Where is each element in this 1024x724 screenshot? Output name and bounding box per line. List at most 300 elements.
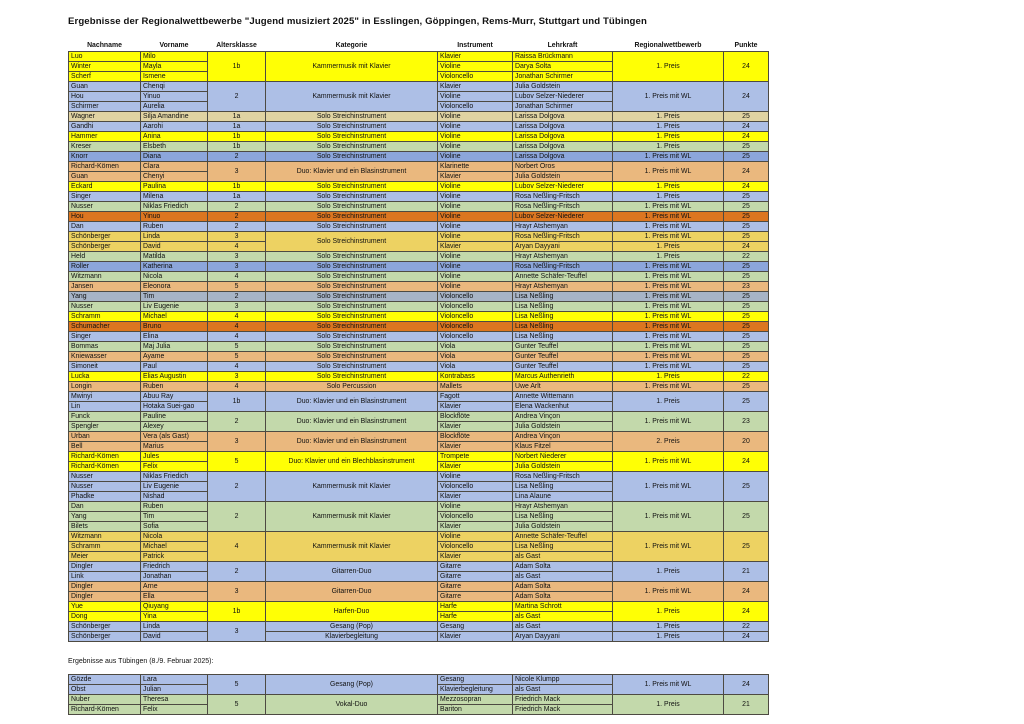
cell-kategorie: Duo: Klavier und ein Blasinstrument [266,392,438,412]
cell-lehrkraft: als Gast [513,612,613,622]
cell-kategorie: Gitarren-Duo [266,582,438,602]
cell-instrument: Violoncello [438,102,513,112]
cell-lehrkraft: Larissa Dolgova [513,132,613,142]
cell-lehrkraft: Aryan Dayyani [513,242,613,252]
cell-vorname: Felix [141,462,208,472]
cell-lehrkraft: Uwe Arlt [513,382,613,392]
cell-punkte: 25 [724,222,769,232]
cell-lehrkraft: Lubov Selzer-Niederer [513,182,613,192]
cell-altersklasse: 4 [208,362,266,372]
cell-kategorie: Solo Streichinstrument [266,272,438,282]
column-header-instrument: Instrument [438,40,513,52]
cell-altersklasse: 2 [208,222,266,232]
cell-vorname: Ruben [141,502,208,512]
cell-nachname: Gözde [69,675,141,685]
cell-nachname: Schönberger [69,632,141,642]
cell-vorname: Ruben [141,222,208,232]
cell-instrument: Klavier [438,522,513,532]
cell-punkte: 24 [724,162,769,182]
cell-preis: 1. Preis mit WL [613,162,724,182]
cell-vorname: Milena [141,192,208,202]
cell-instrument: Violine [438,112,513,122]
cell-vorname: Alexey [141,422,208,432]
cell-nachname: Nusser [69,472,141,482]
cell-lehrkraft: Friedrich Mack [513,695,613,705]
cell-instrument: Violine [438,472,513,482]
table-row [69,122,769,132]
cell-altersklasse: 1b [208,132,266,142]
cell-punkte: 24 [724,632,769,642]
cell-punkte: 24 [724,52,769,82]
cell-altersklasse: 5 [208,695,266,715]
page-title: Ergebnisse der Regionalwettbewerbe "Jugend musiziert 2025" in Esslingen, Göppingen, Rems-Murr, Stuttgart und Tübingen [68,16,647,27]
cell-nachname: Richard-Kömen [69,162,141,172]
cell-preis: 1. Preis [613,372,724,382]
cell-lehrkraft: Gunter Teuffel [513,342,613,352]
cell-instrument: Klavier [438,242,513,252]
cell-preis: 1. Preis mit WL [613,362,724,372]
cell-preis: 1. Preis [613,192,724,202]
cell-punkte: 25 [724,322,769,332]
cell-altersklasse: 4 [208,242,266,252]
cell-vorname: Eleonora [141,282,208,292]
cell-nachname: Dan [69,222,141,232]
cell-punkte: 23 [724,282,769,292]
cell-lehrkraft: Martina Schrott [513,602,613,612]
cell-vorname: Michael [141,312,208,322]
cell-lehrkraft: Julia Goldstein [513,82,613,92]
cell-preis: 1. Preis mit WL [613,582,724,602]
cell-instrument: Violine [438,262,513,272]
cell-vorname: Arne [141,582,208,592]
cell-vorname: Bruno [141,322,208,332]
cell-kategorie: Kammermusik mit Klavier [266,472,438,502]
cell-nachname: Nusser [69,202,141,212]
cell-lehrkraft: Lisa Neßling [513,312,613,322]
cell-preis: 1. Preis mit WL [613,212,724,222]
column-header-regionalwettbewerb: Regionalwettbewerb [613,40,724,52]
cell-instrument: Violine [438,182,513,192]
table-row [69,675,769,685]
cell-punkte: 23 [724,412,769,432]
cell-instrument: Klarinette [438,162,513,172]
cell-kategorie: Solo Streichinstrument [266,132,438,142]
table-row [69,282,769,292]
cell-nachname: Richard-Kömen [69,462,141,472]
cell-punkte: 25 [724,302,769,312]
cell-preis: 1. Preis [613,142,724,152]
cell-preis: 1. Preis mit WL [613,302,724,312]
cell-instrument: Violine [438,132,513,142]
cell-lehrkraft: als Gast [513,552,613,562]
cell-lehrkraft: Raissa Brückmann [513,52,613,62]
cell-nachname: Held [69,252,141,262]
cell-vorname: Anina [141,132,208,142]
cell-punkte: 25 [724,212,769,222]
cell-punkte: 25 [724,502,769,532]
cell-punkte: 24 [724,242,769,252]
cell-altersklasse: 4 [208,312,266,322]
cell-altersklasse: 1b [208,602,266,622]
cell-vorname: Felix [141,705,208,715]
cell-altersklasse: 2 [208,202,266,212]
cell-nachname: Luo [69,52,141,62]
cell-altersklasse: 2 [208,562,266,582]
cell-lehrkraft: Larissa Dolgova [513,112,613,122]
cell-instrument: Mezzosopran [438,695,513,705]
cell-lehrkraft: Gunter Teuffel [513,362,613,372]
cell-lehrkraft: Larissa Dolgova [513,122,613,132]
table-row [69,342,769,352]
cell-instrument: Violine [438,222,513,232]
cell-lehrkraft: Aryan Dayyani [513,632,613,642]
cell-punkte: 25 [724,342,769,352]
cell-nachname: Hou [69,212,141,222]
table-row [69,322,769,332]
cell-punkte: 22 [724,622,769,632]
cell-punkte: 22 [724,372,769,382]
cell-preis: 1. Preis [613,622,724,632]
cell-kategorie: Kammermusik mit Klavier [266,82,438,112]
cell-kategorie: Solo Streichinstrument [266,112,438,122]
cell-lehrkraft: Hrayr Atshemyan [513,502,613,512]
table-row [69,52,769,62]
cell-preis: 1. Preis mit WL [613,82,724,112]
cell-instrument: Violoncello [438,512,513,522]
cell-preis: 1. Preis mit WL [613,202,724,212]
cell-nachname: Wagner [69,112,141,122]
cell-preis: 1. Preis mit WL [613,332,724,342]
cell-vorname: Mayla [141,62,208,72]
cell-preis: 1. Preis mit WL [613,152,724,162]
cell-lehrkraft: Darya Šolta [513,62,613,72]
cell-nachname: Knorr [69,152,141,162]
cell-punkte: 25 [724,312,769,322]
cell-nachname: Lin [69,402,141,412]
cell-nachname: Schönberger [69,242,141,252]
cell-kategorie: Solo Streichinstrument [266,372,438,382]
column-header-altersklasse: Altersklasse [208,40,266,52]
table-row [69,392,769,402]
cell-preis: 1. Preis [613,602,724,622]
cell-nachname: Winter [69,62,141,72]
cell-lehrkraft: Lisa Neßling [513,542,613,552]
cell-kategorie: Solo Streichinstrument [266,122,438,132]
cell-preis: 1. Preis mit WL [613,322,724,332]
cell-nachname: Witzmann [69,272,141,282]
cell-kategorie: Solo Streichinstrument [266,252,438,262]
cell-nachname: Dingler [69,582,141,592]
cell-vorname: Chenqi [141,82,208,92]
cell-instrument: Harfe [438,602,513,612]
cell-preis: 1. Preis [613,392,724,412]
cell-punkte: 24 [724,132,769,142]
cell-kategorie: Solo Streichinstrument [266,302,438,312]
cell-nachname: Obst [69,685,141,695]
cell-instrument: Violine [438,192,513,202]
cell-lehrkraft: Nicole Klumpp [513,675,613,685]
table-row [69,452,769,462]
cell-altersklasse: 1b [208,392,266,412]
cell-lehrkraft: Rosa Neßling-Fritsch [513,472,613,482]
cell-kategorie: Klavierbegleitung [266,632,438,642]
tuebingen-section-label: Ergebnisse aus Tübingen (8./9. Februar 2025): [68,658,214,665]
cell-nachname: Guan [69,82,141,92]
cell-vorname: Ruben [141,382,208,392]
cell-altersklasse: 5 [208,675,266,695]
cell-nachname: Schumacher [69,322,141,332]
cell-lehrkraft: Julia Goldstein [513,422,613,432]
cell-kategorie: Solo Streichinstrument [266,212,438,222]
cell-altersklasse: 2 [208,472,266,502]
cell-nachname: Link [69,572,141,582]
cell-instrument: Violine [438,532,513,542]
cell-kategorie: Kammermusik mit Klavier [266,52,438,82]
cell-kategorie: Solo Streichinstrument [266,232,438,252]
cell-altersklasse: 2 [208,412,266,432]
cell-lehrkraft: Elena Wackenhut [513,402,613,412]
table-row [69,262,769,272]
cell-preis: 1. Preis mit WL [613,532,724,562]
table-row [69,312,769,322]
cell-preis: 1. Preis [613,632,724,642]
cell-instrument: Klavier [438,172,513,182]
cell-lehrkraft: Rosa Neßling-Fritsch [513,192,613,202]
cell-lehrkraft: Rosa Neßling-Fritsch [513,232,613,242]
cell-nachname: Dong [69,612,141,622]
cell-nachname: Guan [69,172,141,182]
cell-lehrkraft: Lubov Selzer-Niederer [513,92,613,102]
cell-vorname: Marius [141,442,208,452]
cell-nachname: Richard-Kömen [69,452,141,462]
cell-nachname: Dan [69,502,141,512]
cell-nachname: Yang [69,512,141,522]
cell-instrument: Violine [438,232,513,242]
cell-instrument: Violine [438,252,513,262]
cell-punkte: 24 [724,675,769,695]
cell-vorname: Yinuo [141,212,208,222]
cell-nachname: Singer [69,332,141,342]
cell-preis: 1. Preis mit WL [613,262,724,272]
table-row [69,292,769,302]
cell-vorname: Ismene [141,72,208,82]
table-row [69,352,769,362]
cell-vorname: Jonathan [141,572,208,582]
cell-preis: 1. Preis mit WL [613,412,724,432]
cell-nachname: Kniewasser [69,352,141,362]
cell-vorname: Liv Eugenie [141,302,208,312]
cell-instrument: Klavier [438,422,513,432]
cell-altersklasse: 5 [208,342,266,352]
column-header-vorname: Vorname [141,40,208,52]
table-row [69,632,769,642]
cell-instrument: Violoncello [438,72,513,82]
cell-altersklasse: 3 [208,252,266,262]
cell-lehrkraft: Hrayr Atshemyan [513,282,613,292]
cell-punkte: 24 [724,82,769,112]
cell-vorname: Aurelia [141,102,208,112]
cell-preis: 1. Preis [613,562,724,582]
cell-lehrkraft: Norbert Niederer [513,452,613,462]
column-header-kategorie: Kategorie [266,40,438,52]
cell-nachname: Funck [69,412,141,422]
cell-vorname: Lara [141,675,208,685]
table-row [69,622,769,632]
cell-punkte: 25 [724,532,769,562]
cell-vorname: Qiuyang [141,602,208,612]
cell-altersklasse: 5 [208,282,266,292]
cell-lehrkraft: Hrayr Atshemyan [513,252,613,262]
table-row [69,332,769,342]
table-row [69,432,769,442]
cell-lehrkraft: Norbert Oros [513,162,613,172]
cell-kategorie: Solo Percussion [266,382,438,392]
cell-kategorie: Solo Streichinstrument [266,312,438,322]
cell-lehrkraft: Lina Alaune [513,492,613,502]
cell-nachname: Schirmer [69,102,141,112]
cell-vorname: Milo [141,52,208,62]
cell-nachname: Nuber [69,695,141,705]
cell-altersklasse: 2 [208,502,266,532]
cell-vorname: Elina [141,332,208,342]
cell-vorname: Paulina [141,182,208,192]
cell-lehrkraft: Julia Goldstein [513,462,613,472]
cell-punkte: 20 [724,432,769,452]
cell-instrument: Klavier [438,632,513,642]
cell-altersklasse: 4 [208,382,266,392]
cell-vorname: Julian [141,685,208,695]
cell-vorname: Diana [141,152,208,162]
cell-instrument: Gitarre [438,572,513,582]
cell-nachname: Bell [69,442,141,452]
cell-punkte: 25 [724,262,769,272]
cell-vorname: Ayame [141,352,208,362]
cell-vorname: Vera (als Gast) [141,432,208,442]
cell-kategorie: Solo Streichinstrument [266,142,438,152]
cell-nachname: Hou [69,92,141,102]
cell-preis: 1. Preis mit WL [613,292,724,302]
cell-kategorie: Duo: Klavier und ein Blasinstrument [266,432,438,452]
cell-lehrkraft: Lisa Neßling [513,322,613,332]
cell-punkte: 25 [724,202,769,212]
cell-punkte: 22 [724,252,769,262]
table-row [69,532,769,542]
cell-lehrkraft: Adam Šolta [513,562,613,572]
cell-instrument: Blockflöte [438,432,513,442]
cell-preis: 1. Preis [613,242,724,252]
cell-kategorie: Solo Streichinstrument [266,282,438,292]
cell-preis: 1. Preis [613,695,724,715]
cell-nachname: Eckard [69,182,141,192]
cell-nachname: Yue [69,602,141,612]
cell-punkte: 25 [724,382,769,392]
cell-kategorie: Harfen-Duo [266,602,438,622]
cell-lehrkraft: als Gast [513,572,613,582]
cell-kategorie: Solo Streichinstrument [266,292,438,302]
cell-instrument: Violoncello [438,332,513,342]
cell-instrument: Bariton [438,705,513,715]
cell-lehrkraft: Lisa Neßling [513,332,613,342]
cell-vorname: Elias Augustin [141,372,208,382]
cell-lehrkraft: Lisa Neßling [513,302,613,312]
cell-vorname: Patrick [141,552,208,562]
cell-lehrkraft: als Gast [513,622,613,632]
table-row [69,142,769,152]
cell-preis: 1. Preis [613,52,724,82]
cell-instrument: Gesang [438,622,513,632]
table-row [69,382,769,392]
table-row [69,372,769,382]
cell-vorname: Elsbeth [141,142,208,152]
cell-preis: 1. Preis mit WL [613,222,724,232]
cell-vorname: Nishad [141,492,208,502]
cell-vorname: Maj Julia [141,342,208,352]
cell-punkte: 25 [724,112,769,122]
cell-lehrkraft: Gunter Teuffel [513,352,613,362]
table-row [69,412,769,422]
cell-punkte: 24 [724,582,769,602]
cell-lehrkraft: Jonathan Schirmer [513,102,613,112]
cell-vorname: Ella [141,592,208,602]
cell-altersklasse: 3 [208,622,266,642]
table-row [69,182,769,192]
cell-preis: 1. Preis [613,112,724,122]
cell-instrument: Klavier [438,462,513,472]
cell-nachname: Mwinyi [69,392,141,402]
cell-instrument: Viola [438,352,513,362]
cell-punkte: 25 [724,332,769,342]
cell-punkte: 24 [724,452,769,472]
cell-vorname: Liv Eugenie [141,482,208,492]
cell-preis: 1. Preis mit WL [613,452,724,472]
cell-kategorie: Solo Streichinstrument [266,192,438,202]
cell-altersklasse: 3 [208,372,266,382]
cell-altersklasse: 5 [208,352,266,362]
table-row [69,502,769,512]
cell-nachname: Schönberger [69,622,141,632]
cell-punkte: 21 [724,562,769,582]
cell-lehrkraft: Adam Šolta [513,592,613,602]
cell-instrument: Klavier [438,52,513,62]
cell-punkte: 25 [724,152,769,162]
cell-punkte: 25 [724,292,769,302]
cell-vorname: David [141,632,208,642]
cell-altersklasse: 3 [208,262,266,272]
cell-vorname: Theresa [141,695,208,705]
cell-lehrkraft: Lisa Neßling [513,512,613,522]
cell-altersklasse: 4 [208,332,266,342]
cell-lehrkraft: Lisa Neßling [513,482,613,492]
table-row [69,582,769,592]
cell-kategorie: Vokal-Duo [266,695,438,715]
cell-kategorie: Solo Streichinstrument [266,262,438,272]
cell-nachname: Dingler [69,562,141,572]
cell-punkte: 24 [724,122,769,132]
cell-vorname: Michael [141,542,208,552]
cell-vorname: Niklas Friedich [141,472,208,482]
cell-altersklasse: 3 [208,162,266,182]
cell-lehrkraft: Marcus Authenrieth [513,372,613,382]
cell-lehrkraft: Hrayr Atshemyan [513,222,613,232]
table-row [69,162,769,172]
cell-punkte: 25 [724,392,769,412]
cell-nachname: Lucka [69,372,141,382]
cell-preis: 1. Preis mit WL [613,272,724,282]
cell-altersklasse: 1a [208,112,266,122]
table-row [69,192,769,202]
cell-vorname: Chenyi [141,172,208,182]
cell-altersklasse: 4 [208,322,266,332]
